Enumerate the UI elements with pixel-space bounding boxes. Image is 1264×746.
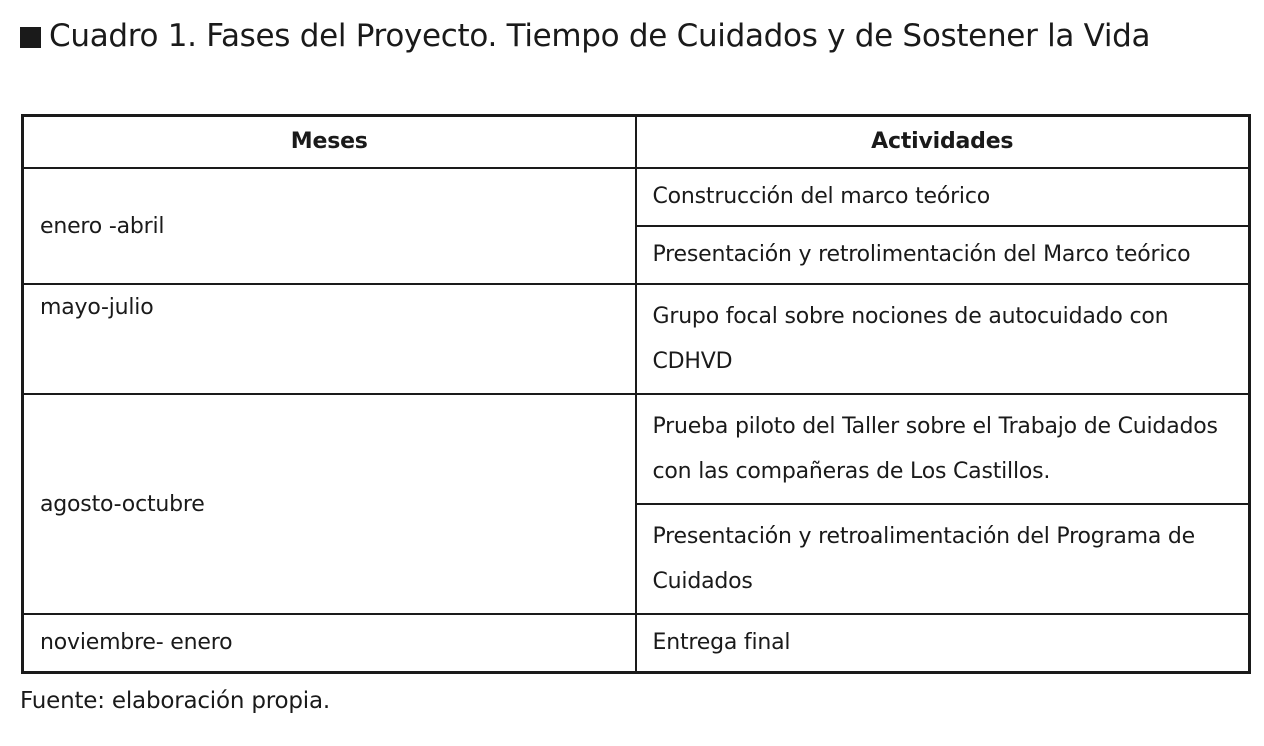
phases-table xyxy=(21,114,1251,674)
activity-cell: Construcción del marco teórico xyxy=(636,168,1250,226)
activity-cell: Presentación y retrolimentación del Marco teórico xyxy=(636,226,1250,284)
table-row xyxy=(23,168,1250,226)
header-actividades: Actividades xyxy=(636,116,1250,169)
square-bullet-icon xyxy=(20,27,41,48)
activity-cell: Prueba piloto del Taller sobre el Trabajo de Cuidados con las compañeras de Los Castillos. xyxy=(636,394,1250,504)
month-cell: noviembre- enero xyxy=(23,614,636,673)
header-meses: Meses xyxy=(23,116,636,169)
table-row xyxy=(23,394,1250,504)
table-header-row xyxy=(23,116,1250,169)
activity-cell: Grupo focal sobre nociones de autocuidado con CDHVD xyxy=(636,284,1250,394)
table-row xyxy=(23,614,1250,673)
table-caption xyxy=(20,18,1150,54)
month-cell: enero -abril xyxy=(23,168,636,284)
month-cell: mayo-julio xyxy=(23,284,636,394)
activity-cell: Presentación y retroalimentación del Programa de Cuidados xyxy=(636,504,1250,614)
month-cell: agosto-octubre xyxy=(23,394,636,614)
page-title: Cuadro 1. Fases del Proyecto. Tiempo de Cuidados y de Sostener la Vida xyxy=(49,18,1151,54)
activity-cell: Entrega final xyxy=(636,614,1250,673)
table-row xyxy=(23,284,1250,394)
source-note: Fuente: elaboración propia. xyxy=(20,688,330,714)
